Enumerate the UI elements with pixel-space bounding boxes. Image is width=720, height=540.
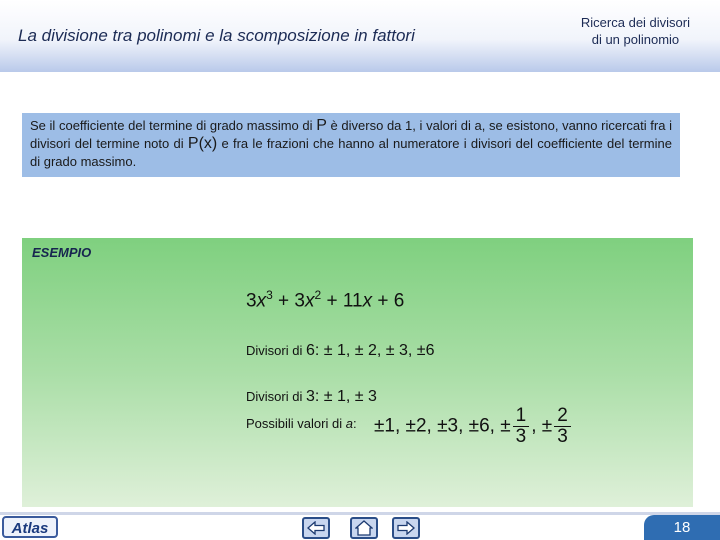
example-box [22,238,693,507]
poly-var-3: x [362,290,373,312]
footer-divider [0,512,720,515]
header [0,0,720,72]
definition-var-px: P(x) [187,135,218,152]
definition-text-3: e fra le frazioni che hanno al numeratore i divisori del coefficiente del termine di grado massimo. [30,136,672,169]
definition-box [22,113,680,177]
divisors-6-list: ± 1, ± 2, ± 3, ±6 [319,342,435,359]
example-label: ESEMPIO [32,245,92,260]
definition-text-1: Se il coefficiente del termine di grado massimo di [30,118,317,133]
possible-values-colon: : [352,416,357,431]
atlas-logo: Atlas [2,516,58,538]
polynomial [246,288,404,312]
poly-var-2: x [305,290,315,312]
definition-var-p: P [316,117,327,134]
section-title-line2: di un polinomio [591,32,680,47]
page-title: La divisione tra polinomi e la scomposizione in fattori [18,26,415,45]
poly-op-3: + 6 [372,290,405,312]
fraction-separator: , ± [531,415,553,437]
poly-coef-2: 3 [294,290,305,312]
home-icon[interactable] [350,517,378,539]
section-title-line1: Ricerca dei divisori [580,15,690,30]
divisors-6-label: Divisori di [246,343,306,358]
poly-exp-1: 3 [266,288,273,302]
arrow-left-icon[interactable] [302,517,330,539]
arrow-right-icon[interactable] [392,517,420,539]
divisors-3-label: Divisori di [246,389,306,404]
possible-values-row [246,405,568,447]
fraction-two-thirds [554,406,571,447]
divisors-3-value: 3: [305,388,320,405]
fraction-1-numerator: 1 [513,406,530,427]
divisors-6-value: 6: [305,342,320,359]
fraction-one-third [513,406,530,447]
divisors-6-row [246,342,434,360]
poly-coef-1: 3 [246,290,257,312]
possible-values-integers: ±1, ±2, ±3, ±6, ± [374,415,511,437]
possible-values-label: Possibili valori di [246,416,346,431]
fraction-2-denominator: 3 [557,426,568,447]
definition-text-2: è diverso da 1, i valori di a, se esistono, vanno ricercati fra i divisori del termine noto di [30,118,672,151]
fraction-1-denominator: 3 [515,426,527,447]
poly-op-2: + 11 [321,290,363,312]
section-title [581,14,690,48]
poly-var-1: x [256,290,267,312]
divisors-3-list: ± 1, ± 3 [319,388,377,405]
poly-op-1: + [272,290,295,312]
possible-values-var: a [345,416,353,431]
page-number-badge: 18 [644,515,720,540]
possible-values-list [374,406,573,447]
divisors-3-row [246,388,377,406]
fraction-2-numerator: 2 [554,406,571,427]
poly-exp-2: 2 [314,288,322,302]
